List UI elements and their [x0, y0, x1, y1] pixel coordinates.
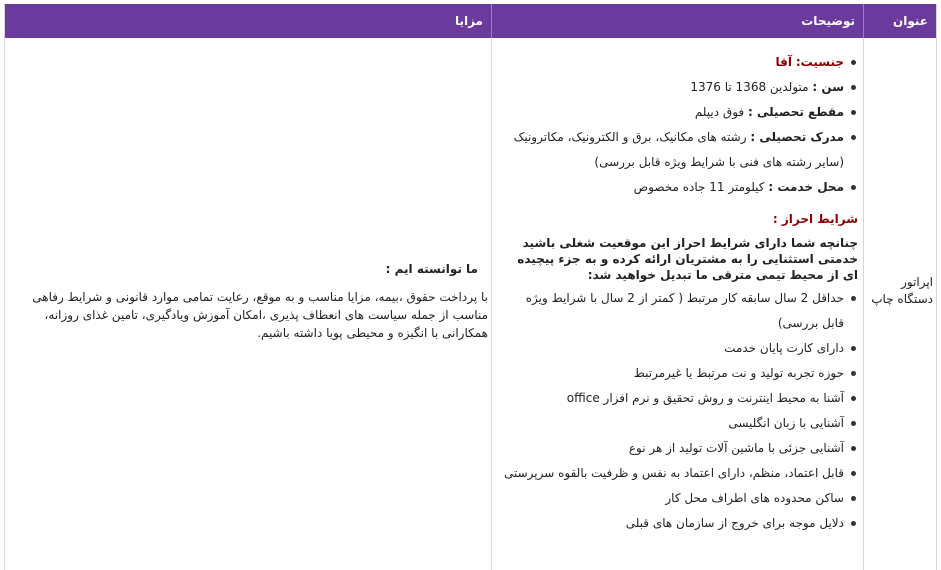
list-item: آشنایی با زبان انگلیسی: [501, 411, 858, 436]
list-item: [501, 50, 858, 75]
benefits-text: با پرداخت حقوق ،بیمه، مزایا مناسب و به موقع، رعایت تمامی موارد قانونی و شرایط رفاهی مناسب از جمله سیاست های انعطاف پذیری ،امکان آموزش ویادگیری، تامین غذای روزانه، همکارانی با انگیزه و محیطی پویا داشته باشیم.: [32, 290, 488, 340]
age-label: سن :: [812, 80, 844, 94]
list-item: ساکن محدوده های اطراف محل کار: [501, 486, 858, 511]
column-divider: [491, 38, 492, 570]
job-title-cell: اپراتور دستگاه چاپ: [871, 275, 933, 306]
location-label: محل خدمت :: [768, 180, 844, 194]
list-item: [501, 125, 858, 175]
degree-value: رشته های مکانیک، برق و الکترونیک، مکاترونیک (سایر رشته های فنی با شرایط ویژه قابل بررسی): [513, 130, 844, 169]
header-job-title: عنوان شغلی: [892, 14, 928, 62]
header-description: توضیحات: [801, 14, 855, 28]
header-benefits: مزایا: [454, 14, 483, 28]
list-item: دارای کارت پایان خدمت: [501, 336, 858, 361]
list-item: حوزه تجربه تولید و نت مرتبط یا غیرمرتبط: [501, 361, 858, 386]
qualifications-intro: چنانچه شما دارای شرایط احراز این موقعیت شغلی باشید خدمتی استثنایی را به مشتریان ارائه کرده و به جزء پیچیده ای از محیط تیمی مترقی ما تبدیل خواهید شد:: [517, 236, 858, 282]
gender-label: جنسیت:: [795, 55, 844, 69]
list-item: دلایل موجه برای خروج از سازمان های قبلی: [501, 511, 858, 536]
list-item: آشنا به محیط اینترنت و روش تحقیق و نرم افزار office: [501, 386, 858, 411]
location-value: کیلومتر 11 جاده مخصوص: [633, 180, 765, 194]
list-item: قابل اعتماد، منظم، دارای اعتماد به نفس و ظرفیت بالقوه سرپرستی: [501, 461, 858, 486]
header-divider: [491, 4, 492, 38]
education-label: مقطع تحصیلی :: [747, 105, 844, 119]
education-value: فوق دیپلم: [694, 105, 745, 119]
list-item: [501, 75, 858, 100]
benefits-cell: [20, 260, 488, 342]
qualifications-list: [501, 286, 858, 536]
list-item: حداقل 2 سال سابقه کار مرتبط ( کمتر از 2 سال با شرایط ویژه قابل بررسی): [501, 286, 858, 336]
age-value: متولدین 1368 تا 1376: [690, 80, 809, 94]
list-item: [501, 175, 858, 200]
benefits-title: ما توانسته ایم :: [385, 262, 478, 276]
requirements-list: [501, 50, 858, 200]
gender-value: آقا: [775, 55, 792, 69]
qualifications-title: شرایط احراز :: [772, 212, 858, 226]
header-divider: [863, 4, 864, 38]
description-cell: [501, 50, 858, 536]
list-item: آشنایی جزئی با ماشین آلات تولید از هر نوع: [501, 436, 858, 461]
list-item: [501, 100, 858, 125]
degree-label: مدرک تحصیلی :: [750, 130, 844, 144]
column-divider: [863, 38, 864, 570]
job-table: [4, 4, 937, 570]
